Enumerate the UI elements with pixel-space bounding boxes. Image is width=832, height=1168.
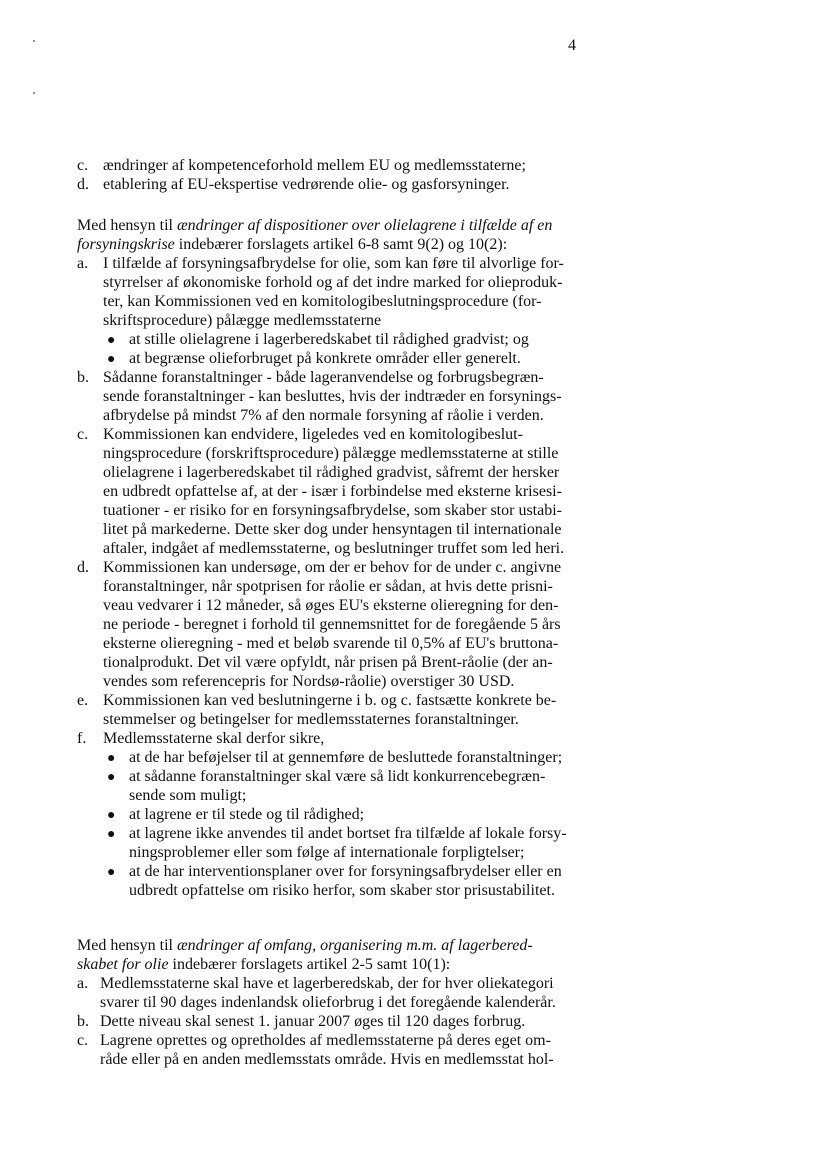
list-item-text: eksterne olieregning - med et beløb svarende til 0,5% af EU's bruttona- xyxy=(103,635,559,652)
bullet-item-text: at de har beføjelser til at gennemføre de besluttede foranstaltninger; xyxy=(129,749,563,766)
list-marker: b. xyxy=(77,369,89,386)
list-item-text: vendes som referencepris for Nordsø-råolie) overstiger 30 USD. xyxy=(103,673,515,690)
list-marker: f. xyxy=(77,730,87,747)
list-item-text: Kommissionen kan ved beslutningerne i b. og c. fastsætte konkrete be- xyxy=(103,692,557,709)
list-item-text: sende foranstaltninger - kan besluttes, hvis der indtræder en forsynings- xyxy=(103,388,562,405)
bullet-marker: ● xyxy=(107,827,116,842)
bullet-item-text: at lagrene ikke anvendes til andet bortset fra tilfælde af lokale forsy- xyxy=(129,825,567,842)
list-marker: c. xyxy=(77,157,89,174)
list-marker: a. xyxy=(77,975,89,992)
list-marker: a. xyxy=(77,255,89,272)
bullet-marker: ● xyxy=(107,770,116,785)
list-item-text: tionalprodukt. Det vil være opfyldt, når prisen på Brent-råolie (der an- xyxy=(103,654,553,671)
list-item-text: styrrelser af økonomiske forhold og af det indre marked for olieproduk- xyxy=(103,274,563,291)
list-item-text: Medlemsstaterne skal derfor sikre, xyxy=(103,730,325,747)
bullet-item-text: at lagrene er til stede og til rådighed; xyxy=(129,806,365,823)
scan-speck xyxy=(33,92,35,94)
list-item-text: stemmelser og betingelser for medlemsstaternes foranstaltninger. xyxy=(103,711,519,728)
list-item-text: aftaler, indgået af medlemsstaterne, og beslutninger truffet som led heri. xyxy=(103,540,565,557)
list-item-text: etablering af EU-ekspertise vedrørende olie- og gasforsyninger. xyxy=(103,176,510,193)
list-item-text: Kommissionen kan endvidere, ligeledes ved en komitologibeslut- xyxy=(103,426,523,443)
list-item-text: tuationer - er risiko for en forsyningsafbrydelse, som skaber stor ustabi- xyxy=(103,502,562,519)
bullet-item-text: ningsproblemer eller som følge af internationale forpligtelser; xyxy=(129,844,525,861)
list-item-text: afbrydelse på mindst 7% af den normale forsyning af råolie i verden. xyxy=(103,407,544,424)
list-item-text: veau vedvarer i 12 måneder, så øges EU's eksterne olieregning for den- xyxy=(103,597,559,614)
list-item-text: Lagrene oprettes og opretholdes af medlemsstaterne på deres eget om- xyxy=(100,1032,551,1049)
list-item-text: en udbredt opfattelse af, at der - især i forbindelse med eksterne krisesi- xyxy=(103,483,562,500)
list-item-text: Dette niveau skal senest 1. januar 2007 øges til 120 dages forbrug. xyxy=(100,1013,526,1030)
paragraph-intro: skabet for olie indebærer forslagets artikel 2-5 samt 10(1): xyxy=(77,956,451,973)
list-marker: d. xyxy=(77,559,89,576)
list-item-text: svarer til 90 dages indenlandsk olieforbrug i det foregående kalenderår. xyxy=(100,994,556,1011)
bullet-item-text: at begrænse olieforbruget på konkrete områder eller generelt. xyxy=(129,350,521,367)
paragraph-intro: Med hensyn til ændringer af dispositioner over olielagrene i tilfælde af en xyxy=(77,217,553,234)
bullet-marker: ● xyxy=(107,333,116,348)
list-marker: c. xyxy=(77,426,89,443)
list-item-text: ændringer af kompetenceforhold mellem EU og medlemsstaterne; xyxy=(103,157,526,174)
bullet-item-text: at stille olielagrene i lagerberedskabet til rådighed gradvist; og xyxy=(129,331,529,348)
list-item-text: råde eller på en anden medlemsstats område. Hvis en medlemsstat hol- xyxy=(100,1051,554,1068)
list-item-text: Kommissionen kan undersøge, om der er behov for de under c. angivne xyxy=(103,559,562,576)
bullet-marker: ● xyxy=(107,808,116,823)
scan-speck xyxy=(33,40,35,42)
bullet-marker: ● xyxy=(107,865,116,880)
list-item-text: ne periode - beregnet i forhold til gennemsnittet for de foregående 5 års xyxy=(103,616,561,633)
list-item-text: I tilfælde af forsyningsafbrydelse for olie, som kan føre til alvorlige for- xyxy=(103,255,564,272)
list-item-text: litet på markederne. Dette sker dog under hensyntagen til internationale xyxy=(103,521,562,538)
paragraph-intro: forsyningskrise indebærer forslagets artikel 6-8 samt 9(2) og 10(2): xyxy=(77,236,508,253)
bullet-item-text: at de har interventionsplaner over for forsyningsafbrydelser eller en xyxy=(129,863,562,880)
list-item-text: olielagrene i lagerberedskabet til rådighed gradvist, såfremt der hersker xyxy=(103,464,560,481)
list-item-text: Sådanne foranstaltninger - både lageranvendelse og forbrugsbegræn- xyxy=(103,369,544,386)
bullet-marker: ● xyxy=(107,352,116,367)
bullet-marker: ● xyxy=(107,751,116,766)
paragraph-intro: Med hensyn til ændringer af omfang, organisering m.m. af lagerbered- xyxy=(77,937,533,954)
list-item-text: foranstaltninger, når spotprisen for råolie er sådan, at hvis dette prisni- xyxy=(103,578,553,595)
list-item-text: skriftsprocedure) pålægge medlemsstaterne xyxy=(103,312,382,329)
bullet-item-text: sende som muligt; xyxy=(129,787,247,804)
bullet-item-text: udbredt opfattelse om risiko herfor, som skaber stor prisustabilitet. xyxy=(129,882,555,899)
list-marker: d. xyxy=(77,176,89,193)
list-marker: c. xyxy=(77,1032,89,1049)
list-item-text: ningsprocedure (forskriftsprocedure) pålægge medlemsstaterne at stille xyxy=(103,445,559,462)
list-item-text: ter, kan Kommissionen ved en komitologibeslutningsprocedure (for- xyxy=(103,293,542,310)
list-marker: e. xyxy=(77,692,89,709)
page-number: 4 xyxy=(568,37,576,54)
bullet-item-text: at sådanne foranstaltninger skal være så lidt konkurrencebegræn- xyxy=(129,768,546,785)
list-item-text: Medlemsstaterne skal have et lagerberedskab, der for hver oliekategori xyxy=(100,975,554,992)
list-marker: b. xyxy=(77,1013,89,1030)
